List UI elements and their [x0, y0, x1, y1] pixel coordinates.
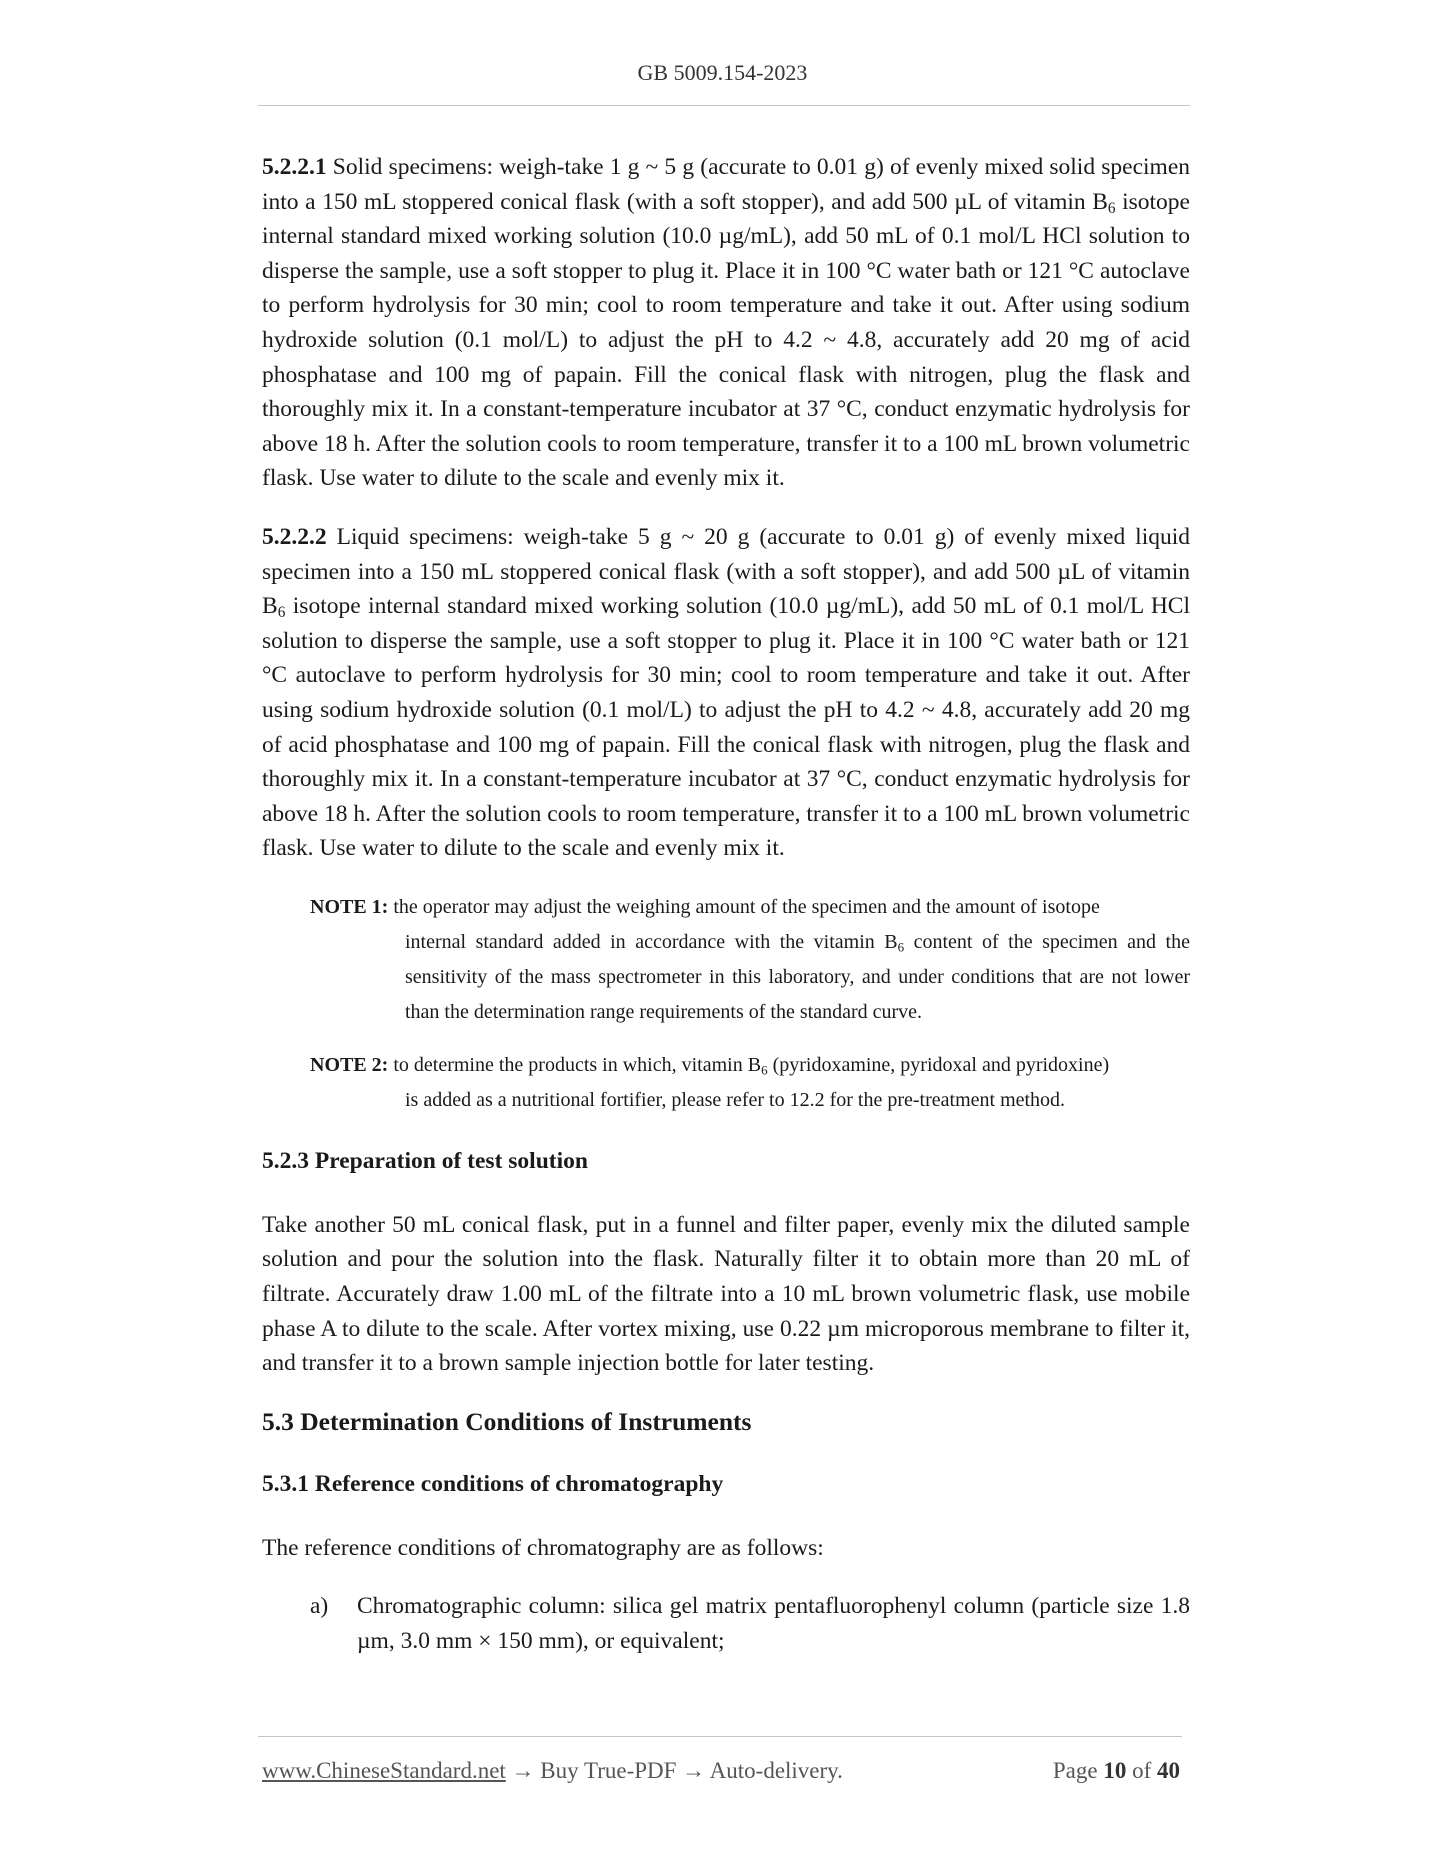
paragraph-5-2-3: Take another 50 mL conical flask, put in a funnel and filter paper, evenly mix the diluted sample solution and pour the solution into the flask. Naturally filter it to obtain more than 20 mL of filtrate. Accurately draw 1.00 mL of the filtrate into a 10 mL brown volumetric flask, use mobile phase A to dilute to the scale. After vortex mixing, use 0.22 µm microporous membrane to filter it, and transfer it to a brown sample injection bottle for later testing. — [262, 1211, 1190, 1377]
clause-number: 5.2.2.1 — [262, 154, 327, 180]
paragraph-5-2-2-1 — [262, 150, 1190, 496]
note-2 — [310, 1048, 1190, 1118]
page-header: GB 5009.154-2023 — [637, 60, 808, 85]
paragraph-text: isotope internal standard mixed working solution (10.0 µg/mL), add 50 mL of 0.1 mol/L HCl solution to disperse the sample, use a soft stopper to plug it. Place it in 100 °C water bath or 121 °C autoclave to perform hydrolysis for 30 min; cool to room temperature and take it out. After using sodium hydroxide solution (0.1 mol/L) to adjust the pH to 4.2 ~ 4.8, accurately add 20 mg of acid phosphatase and 100 mg of papain. Fill the conical flask with nitrogen, plug the flask and thoroughly mix it. In a constant-temperature incubator at 37 °C, conduct enzymatic hydrolysis for above 18 h. After the solution cools to room temperature, transfer it to a 100 mL brown volumetric flask. Use water to dilute to the scale and evenly mix it. — [262, 593, 1190, 862]
page-word: Page — [1052, 1758, 1104, 1783]
footer-divider — [258, 1736, 1182, 1737]
paragraph-text: isotope internal standard mixed working solution (10.0 µg/mL), add 50 mL of 0.1 mol/L HCl solution to disperse the sample, use a soft stopper to plug it. Place it in 100 °C water bath or 121 °C autoclave to perform hydrolysis for 30 min; cool to room temperature and take it out. After using sodium hydroxide solution (0.1 mol/L) to adjust the pH to 4.2 ~ 4.8, accurately add 20 mg of acid phosphatase and 100 mg of papain. Fill the conical flask with nitrogen, plug the flask and thoroughly mix it. In a constant-temperature incubator at 37 °C, conduct enzymatic hydrolysis for above 18 h. After the solution cools to room temperature, transfer it to a 100 mL brown volumetric flask. Use water to dilute to the scale and evenly mix it. — [262, 188, 1190, 492]
note-label: NOTE 2: — [310, 1053, 389, 1076]
note-continuation: is added as a nutritional fortifier, please refer to 12.2 for the pre-treatment method. — [405, 1088, 1066, 1111]
subscript: 6 — [897, 939, 905, 955]
footer-promo — [262, 1758, 843, 1784]
list-item — [262, 1589, 1190, 1658]
paragraph-text: Liquid specimens: weigh-take 5 g ~ 20 g (accurate to 0.01 g) of evenly mixed liquid specimen into a 150 mL stoppered conical flask (with a soft stopper), and add 500 µL of vitamin B — [262, 523, 1190, 620]
heading-5-3-1: 5.3.1 Reference conditions of chromatography — [262, 1470, 724, 1497]
note-1 — [310, 890, 1190, 1030]
subscript: 6 — [277, 603, 286, 621]
note-label: NOTE 1: — [310, 895, 389, 918]
document-body — [262, 150, 1190, 1679]
header-divider — [258, 105, 1190, 106]
subscript: 6 — [1107, 199, 1116, 217]
note-text: (pyridoxamine, pyridoxal and pyridoxine) — [767, 1053, 1110, 1076]
subscript: 6 — [761, 1062, 768, 1078]
list-marker: a) — [310, 1593, 329, 1620]
heading-5-2-3: 5.2.3 Preparation of test solution — [262, 1147, 588, 1174]
note-text: internal standard added in accordance with the vitamin B — [405, 930, 898, 953]
paragraph-5-2-2-2 — [262, 520, 1190, 866]
note-text: the operator may adjust the weighing amount of the specimen and the amount of isotope — [388, 895, 1100, 918]
paragraph-text: Solid specimens: weigh-take 1 g ~ 5 g (accurate to 0.01 g) of evenly mixed solid specimen into a 150 mL stoppered conical flask (with a soft stopper), and add 500 µL of vitamin B — [262, 154, 1190, 215]
page-number — [1053, 1758, 1180, 1784]
note-text: to determine the products in which, vitamin B — [388, 1053, 762, 1076]
note-text: content of the specimen and the sensitivity of the mass spectrometer in this laboratory, and under conditions that are not lower than the determination range requirements of the standard curve. — [405, 930, 1190, 1023]
list-item-text: Chromatographic column: silica gel matrix pentafluorophenyl column (particle size 1.8 µm, 3.0 mm × 150 mm), or equivalent; — [357, 1593, 1190, 1655]
total-pages: 40 — [1157, 1758, 1180, 1783]
of-word: of — [1126, 1758, 1157, 1783]
clause-number: 5.2.2.2 — [262, 523, 327, 550]
footer-promo-text: → Buy True-PDF → Auto-delivery. — [505, 1758, 843, 1783]
current-page: 10 — [1103, 1758, 1127, 1783]
paragraph-5-3-1: The reference conditions of chromatography are as follows: — [262, 1534, 824, 1561]
site-link[interactable]: www.ChineseStandard.net — [262, 1758, 506, 1783]
heading-5-3: 5.3 Determination Conditions of Instruments — [262, 1406, 752, 1436]
note-continuation — [310, 925, 1190, 1030]
